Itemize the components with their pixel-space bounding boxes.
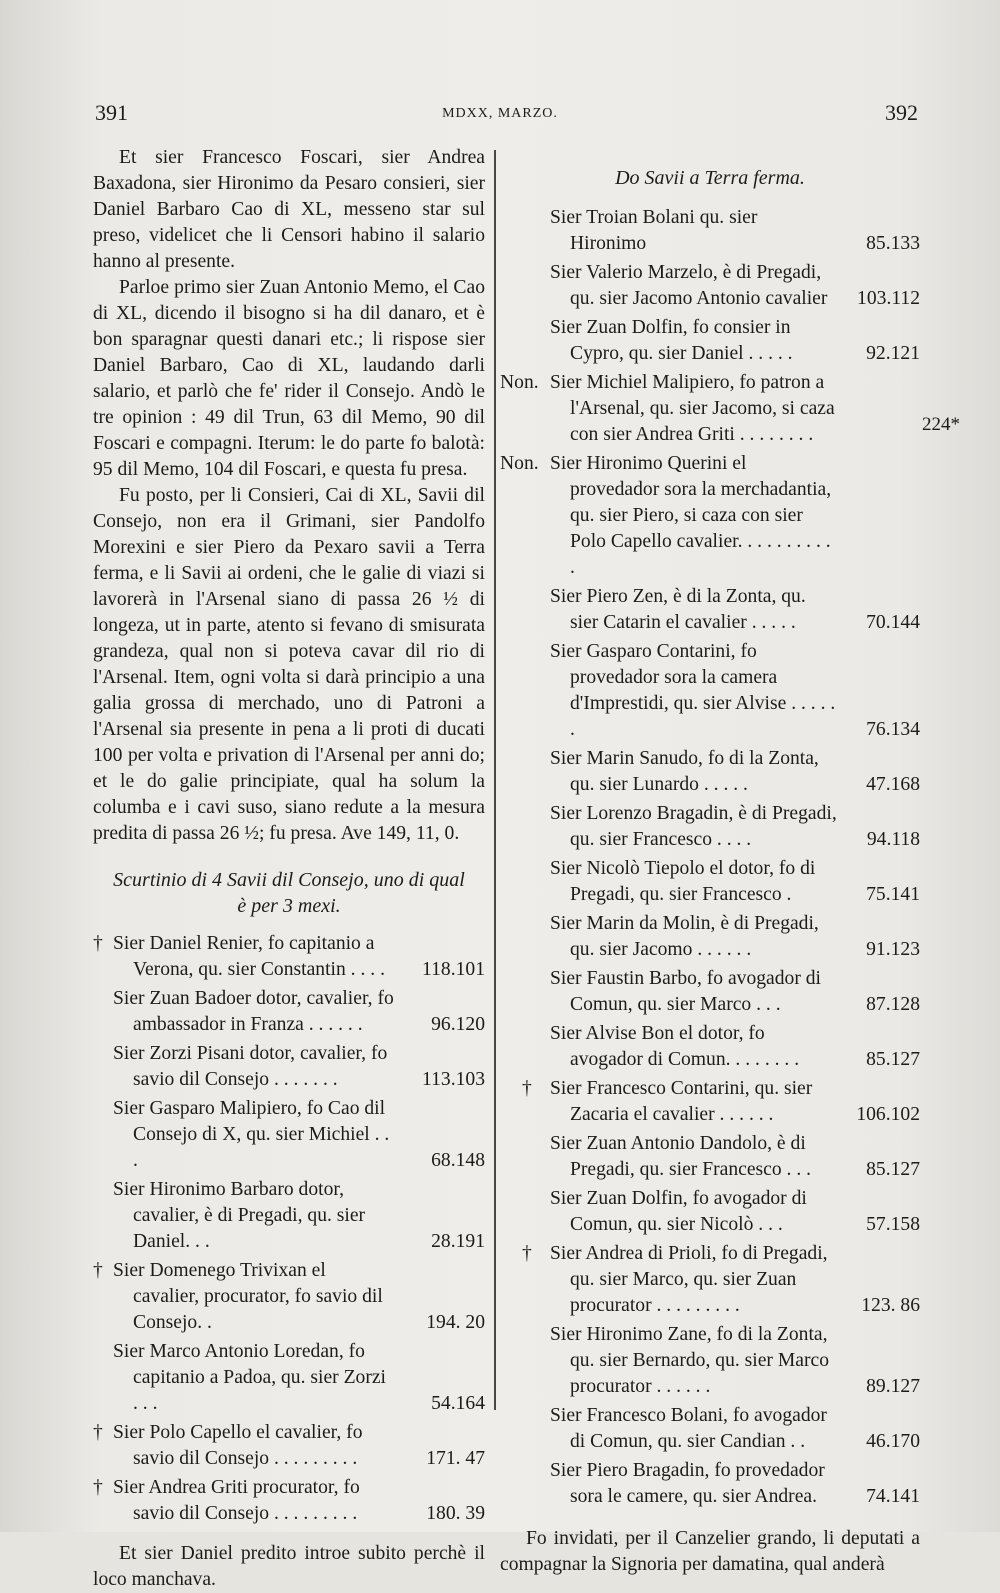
list-item	[93, 1339, 485, 1417]
elected-dagger-icon: †	[93, 1260, 103, 1281]
candidate-name: Sier Francesco Bolani, fo avogador di Comun, qu. sier Candian . .	[550, 1405, 827, 1452]
running-title: MDXX, MARZO.	[442, 106, 558, 121]
candidate-name: Sier Andrea di Prioli, fo di Pregadi, qu. sier Marco, qu. sier Zuan procurator . . . . . . . . .	[550, 1243, 828, 1316]
vote-count: 123. 86	[861, 1295, 920, 1316]
candidate-name: Sier Francesco Contarini, qu. sier Zacaria el cavalier . . . . . .	[550, 1078, 813, 1125]
page-number-left: 391	[95, 100, 128, 125]
candidate-name: Sier Marin Sanudo, fo di la Zonta, qu. sier Lunardo . . . . .	[550, 748, 819, 795]
vote-count: 180. 39	[426, 1503, 485, 1524]
candidate-name: Sier Hironimo Barbaro dotor, cavalier, è di Pregadi, qu. sier Daniel. . .	[113, 1179, 366, 1252]
candidate-name: Sier Zuan Badoer dotor, cavalier, fo ambassador in Franza . . . . . .	[113, 988, 394, 1035]
vote-count: 70.144	[866, 612, 920, 633]
list-item	[93, 1420, 485, 1472]
vote-count: 57.158	[866, 1214, 920, 1235]
list-item	[500, 966, 920, 1018]
list-item	[93, 1096, 485, 1174]
vote-count: 47.168	[866, 774, 920, 795]
candidate-name: Sier Valerio Marzelo, è di Pregadi, qu. sier Jacomo Antonio cavalier	[550, 262, 828, 309]
candidate-name: Sier Marco Antonio Loredan, fo capitanio a Padoa, qu. sier Zorzi . . .	[113, 1341, 386, 1414]
vote-count: 54.164	[431, 1393, 485, 1414]
vote-list	[500, 205, 920, 1510]
vote-count: 74.141	[866, 1486, 920, 1507]
list-item	[500, 584, 920, 636]
candidate-name: Sier Piero Zen, è di la Zonta, qu. sier Catarin el cavalier . . . . .	[550, 586, 806, 633]
elected-dagger-icon: †	[93, 1477, 103, 1498]
candidate-name: Sier Nicolò Tiepolo el dotor, fo di Pregadi, qu. sier Francesco .	[550, 858, 816, 905]
list-item	[93, 1177, 485, 1255]
left-column	[93, 145, 485, 1593]
margin-folio-note: 224*	[922, 414, 960, 435]
candidate-name: Sier Gasparo Malipiero, fo Cao dil Consejo di X, qu. sier Michiel . . .	[113, 1098, 390, 1171]
vote-count: 87.128	[866, 994, 920, 1015]
vote-count: 76.134	[866, 719, 920, 740]
list-item	[500, 370, 920, 448]
vote-count: 96.120	[431, 1014, 485, 1035]
list-item	[500, 1458, 920, 1510]
rejected-prefix: Non.	[500, 453, 539, 474]
heading-line: Scurtinio di 4 Savii dil Consejo, uno di qual	[113, 869, 465, 891]
list-item	[93, 1475, 485, 1527]
vote-count: 89.127	[866, 1376, 920, 1397]
elected-dagger-icon: †	[522, 1078, 532, 1099]
vote-count: 46.170	[866, 1431, 920, 1452]
candidate-name: Sier Troian Bolani qu. sier Hironimo	[550, 207, 758, 254]
candidate-name: Sier Zuan Antonio Dandolo, è di Pregadi, qu. sier Francesco . . .	[550, 1133, 812, 1180]
candidate-name: Sier Marin da Molin, è di Pregadi, qu. sier Jacomo . . . . . .	[550, 913, 819, 960]
candidate-name: Sier Zorzi Pisani dotor, cavalier, fo savio dil Consejo . . . . . . .	[113, 1043, 388, 1090]
vote-count: 85.127	[866, 1159, 920, 1180]
scrutiny-heading	[93, 867, 485, 919]
candidate-name: Sier Hironimo Querini el provedador sora la merchadantia, qu. sier Piero, si caza con sier Polo Capello cavalier. . . . . . . . . . .	[550, 453, 832, 578]
column-divider	[494, 150, 496, 1410]
list-item	[500, 260, 920, 312]
list-item	[500, 1403, 920, 1455]
closing-paragraph: Fo invidati, per il Canzelier grando, li deputati a compagnar la Signoria per damatina, qual anderà	[500, 1528, 920, 1575]
vote-count: 68.148	[431, 1150, 485, 1171]
savii-heading: Do Savii a Terra ferma.	[615, 167, 805, 189]
candidate-name: Sier Domenego Trivixan el cavalier, procurator, fo savio dil Consejo. .	[113, 1260, 383, 1333]
elected-dagger-icon: †	[93, 933, 103, 954]
candidate-name: Sier Daniel Renier, fo capitanio a Verona, qu. sier Constantin . . . .	[113, 933, 385, 980]
paragraph: Parloe primo sier Zuan Antonio Memo, el Cao di XL, dicendo il bisogno si ha dil danaro, et è bon sparagnar questi danari etc.; li rispose sier Daniel Barbaro, Cao di XL, laudando darli salario, et parlò che fe' rider il Consejo. Andò le tre opinion : 49 dil Trun, 63 dil Memo, 90 dil Foscari e compagni. Iterum: le do parte fo balotà: 95 dil Memo, 104 dil Foscari, e questa fu presa.	[93, 277, 485, 480]
vote-count: 113.103	[422, 1069, 485, 1090]
list-item	[500, 639, 920, 743]
vote-count: 194. 20	[426, 1312, 485, 1333]
candidate-name: Sier Alvise Bon el dotor, fo avogador di Comun. . . . . . . .	[550, 1023, 800, 1070]
list-item	[500, 1241, 920, 1319]
candidate-name: Sier Faustin Barbo, fo avogador di Comun, qu. sier Marco . . .	[550, 968, 822, 1015]
vote-count: 85.133	[866, 233, 920, 254]
list-item	[93, 986, 485, 1038]
list-item	[500, 451, 920, 581]
vote-count: 94.118	[866, 829, 920, 850]
candidate-name: Sier Andrea Griti procurator, fo savio dil Consejo . . . . . . . . .	[113, 1477, 360, 1524]
right-column	[500, 145, 920, 1578]
candidate-name: Sier Zuan Dolfin, fo avogador di Comun, qu. sier Nicolò . . .	[550, 1188, 807, 1235]
vote-count: 103.112	[857, 288, 920, 309]
candidate-name: Sier Hironimo Zane, fo di la Zonta, qu. sier Bernardo, qu. sier Marco procurator . . . . . .	[550, 1324, 829, 1397]
page-header	[0, 100, 1000, 130]
vote-list	[93, 931, 485, 1527]
list-item	[500, 315, 920, 367]
candidate-name: Sier Piero Bragadin, fo provedador sora le camere, qu. sier Andrea.	[550, 1460, 825, 1507]
vote-count: 75.141	[866, 884, 920, 905]
candidate-name: Sier Lorenzo Bragadin, è di Pregadi, qu. sier Francesco . . . .	[550, 803, 837, 850]
candidate-name: Sier Gasparo Contarini, fo provedador sora la camera d'Imprestidi, qu. sier Alvise . . . . . .	[550, 641, 836, 740]
list-item	[500, 1076, 920, 1128]
heading-line: è per 3 mexi.	[237, 895, 341, 917]
list-item	[500, 856, 920, 908]
candidate-name: Sier Zuan Dolfin, fo consier in Cypro, qu. sier Daniel . . . . .	[550, 317, 793, 364]
list-item	[93, 1258, 485, 1336]
list-item	[93, 931, 485, 983]
rejected-prefix: Non.	[500, 372, 539, 393]
list-item	[93, 1041, 485, 1093]
elected-dagger-icon: †	[522, 1243, 532, 1264]
vote-count: 118.101	[422, 959, 485, 980]
list-item	[500, 1131, 920, 1183]
page-number-right: 392	[885, 100, 918, 125]
vote-count: 85.127	[866, 1049, 920, 1070]
list-item	[500, 1322, 920, 1400]
list-item	[500, 801, 920, 853]
paragraph: Fu posto, per li Consieri, Cai di XL, Savii dil Consejo, non era il Grimani, sier Pandolfo Morexini e sier Piero da Pexaro savii a Terra ferma, e li Savii ai ordeni, che le galie di viazi si lavorerà in l'Arsenal siano di passa 26 ½ di longeza, ut in parte, atento si fevano di smisurata grandeza, qual non si poteva cavar dil rio di l'Arsenal. Item, ogni volta si darà principio a una galia grossa di merchado, uno di Patroni a l'Arsenal sia presente in pena a li proti di ducati 100 per volta e privation di l'Arsenal per anni do; et le do galie principiate, qual ha solum la columba e i cavi suso, siano redute a la mesura predita di passa 26 ½; fu presa. Ave 149, 11, 0.	[93, 485, 485, 844]
vote-count: 92.121	[866, 343, 920, 364]
candidate-name: Sier Polo Capello el cavalier, fo savio dil Consejo . . . . . . . . .	[113, 1422, 363, 1469]
vote-count: 91.123	[866, 939, 920, 960]
paragraph: Et sier Francesco Foscari, sier Andrea Baxadona, sier Hironimo da Pesaro consieri, sier Daniel Barbaro Cao di XL, messeno star sul preso, videlicet che li Censori habino il salario hanno al presente.	[93, 147, 485, 272]
elected-dagger-icon: †	[93, 1422, 103, 1443]
vote-count: 171. 47	[426, 1448, 485, 1469]
list-item	[500, 205, 920, 257]
vote-count: 28.191	[431, 1231, 485, 1252]
list-item	[500, 746, 920, 798]
closing-paragraph: Et sier Daniel predito introe subito perchè il loco manchava.	[93, 1543, 485, 1590]
list-item	[500, 1186, 920, 1238]
candidate-name: Sier Michiel Malipiero, fo patron a l'Arsenal, qu. sier Jacomo, si caza con sier Andrea Griti . . . . . . . .	[550, 372, 835, 445]
vote-count: 106.102	[856, 1104, 920, 1125]
list-item	[500, 1021, 920, 1073]
list-item	[500, 911, 920, 963]
